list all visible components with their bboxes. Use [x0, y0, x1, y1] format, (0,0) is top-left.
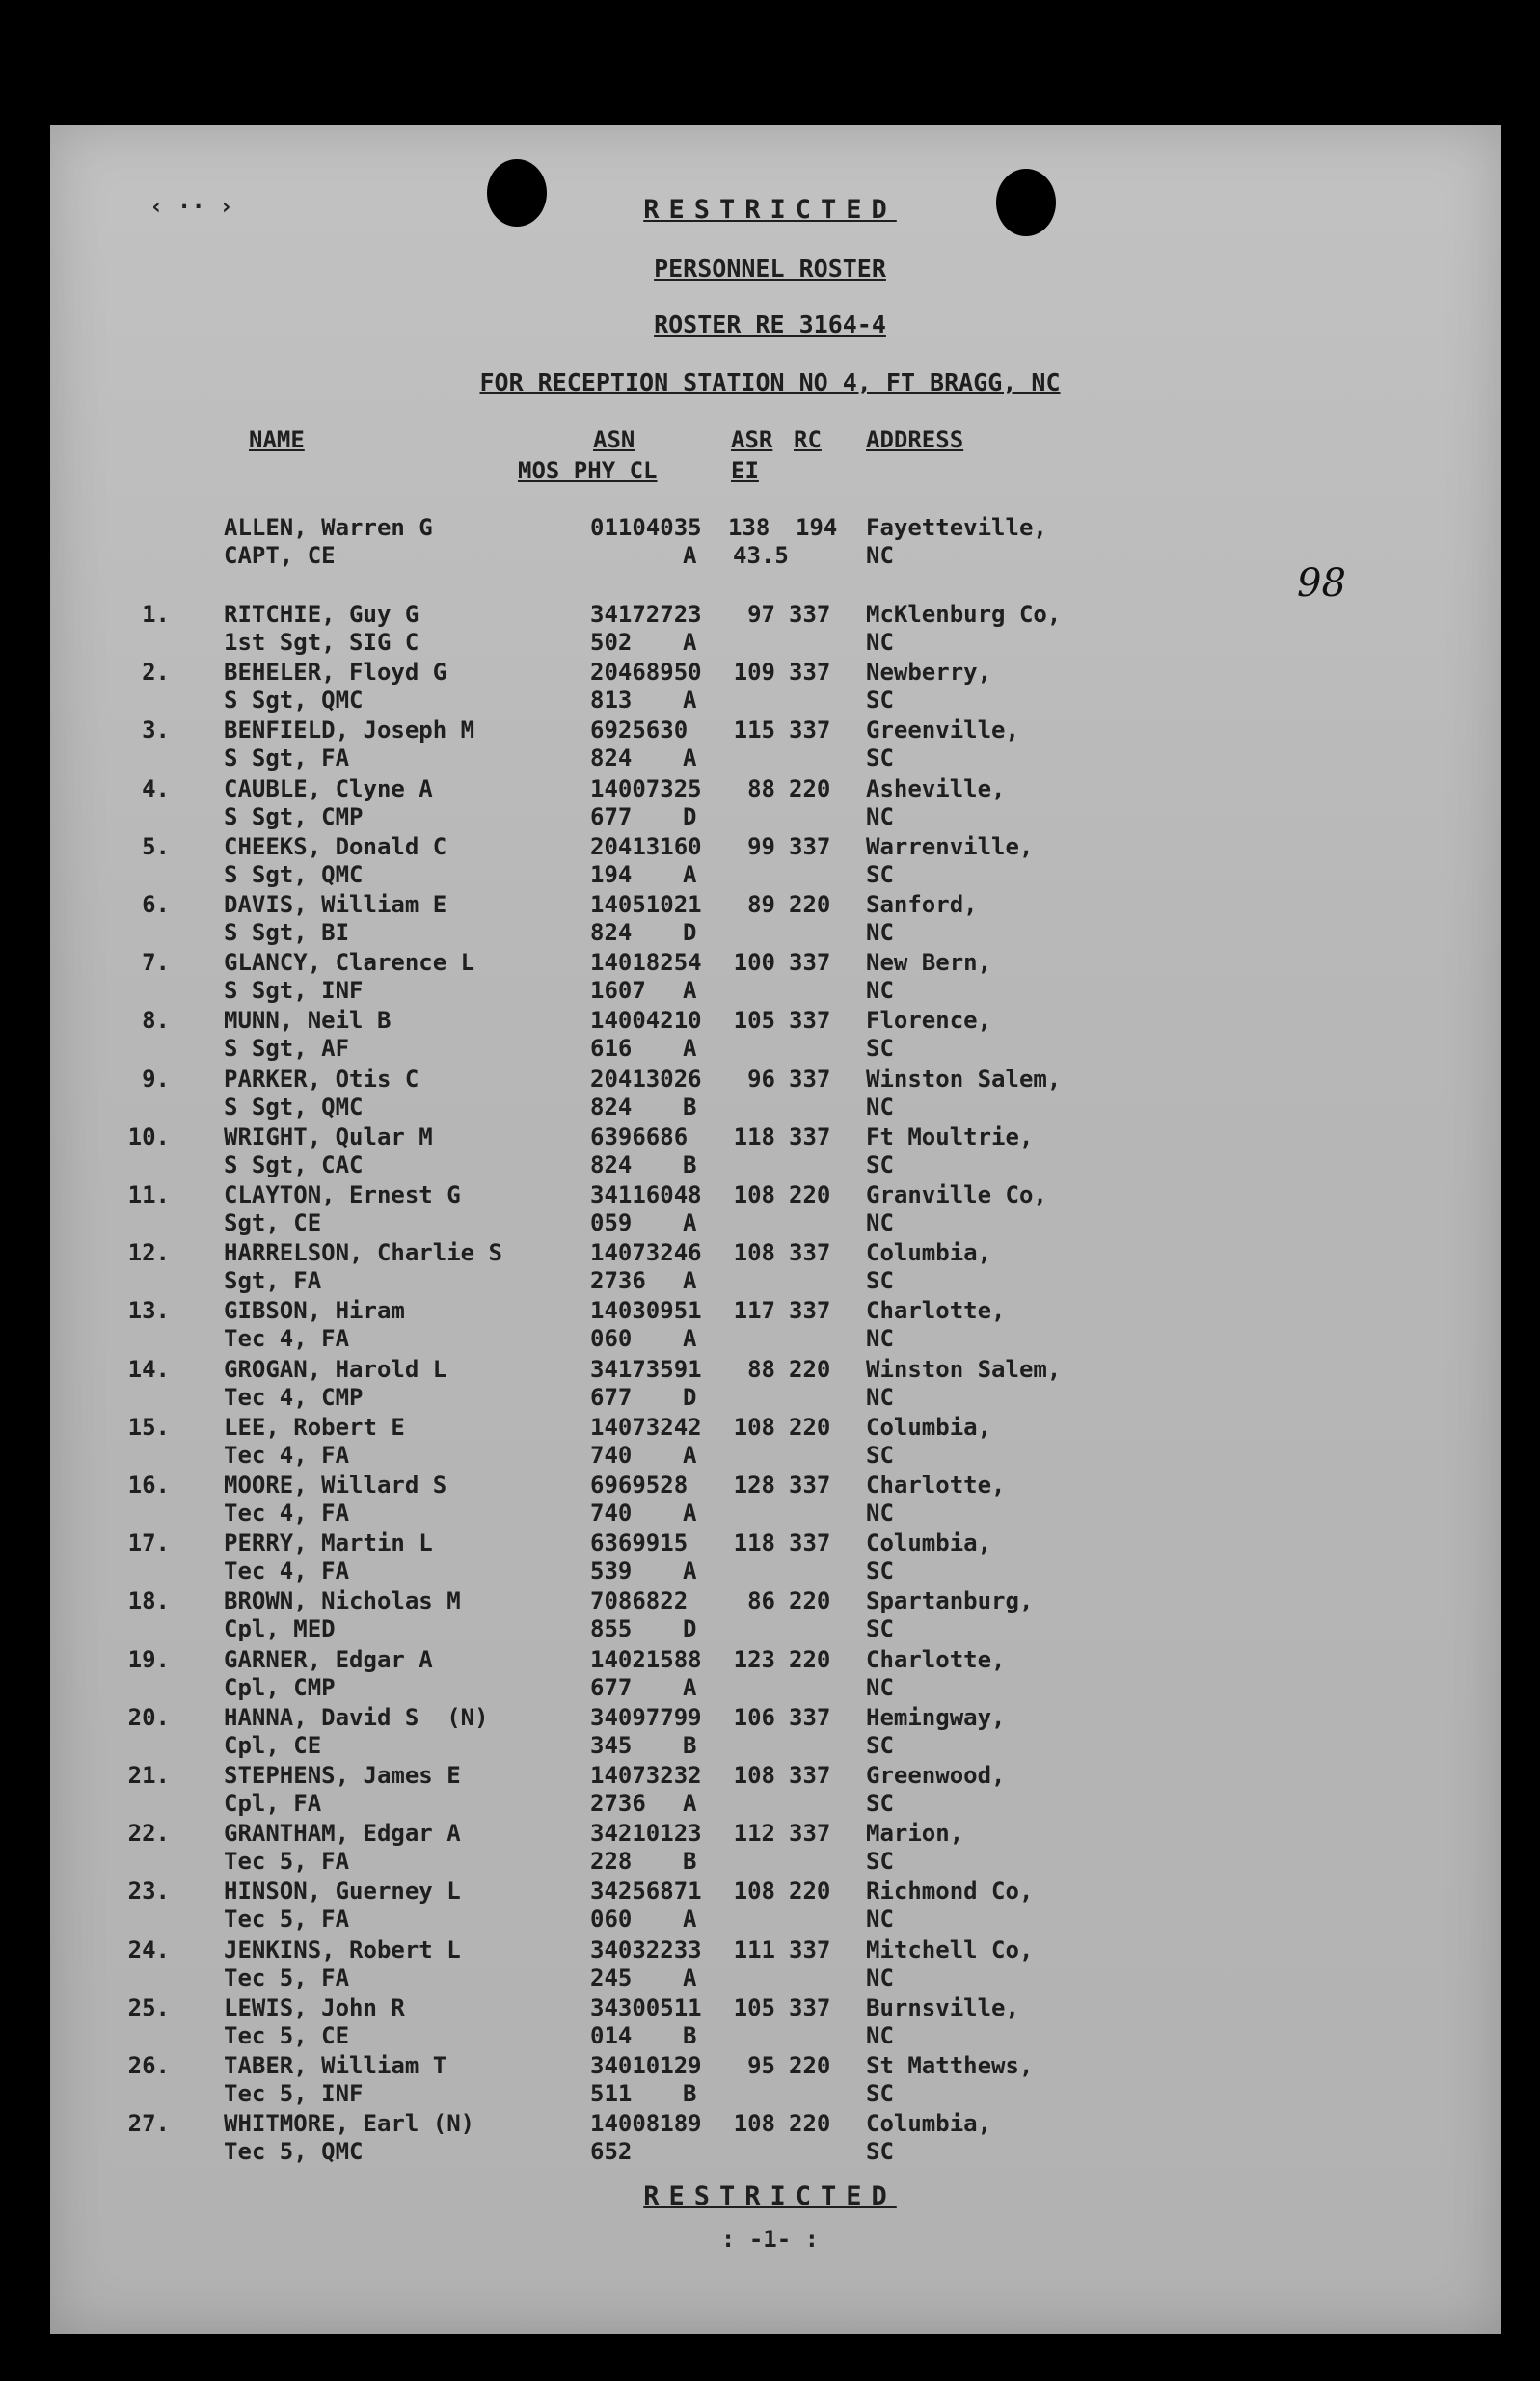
row-asr: 105 [733, 1993, 775, 2021]
row-name: LEWIS, John R [224, 1993, 405, 2021]
row-number: 12. [127, 1239, 170, 1267]
row-address-2: SC [866, 1790, 894, 1817]
row-rank: Tec 5, QMC [224, 2138, 364, 2166]
row-phy: B [683, 2021, 697, 2049]
row-rc: 220 [789, 1878, 831, 1906]
row-name: LEE, Robert E [224, 1413, 405, 1441]
row-number: 24. [127, 1935, 170, 1963]
row-address-1: Winston Salem, [866, 1355, 1062, 1383]
officer-address-1: Fayetteville, [866, 514, 1047, 541]
row-asn: 14008189 [590, 2110, 702, 2138]
row-asr: 118 [733, 1123, 775, 1150]
row-name: HARRELSON, Charlie S [224, 1239, 502, 1267]
row-address-1: Richmond Co, [866, 1878, 1034, 1906]
row-address-2: NC [866, 1209, 894, 1236]
row-mos: 740 [590, 1500, 633, 1527]
row-rank: Tec 5, FA [224, 1906, 350, 1934]
row-mos: 539 [590, 1557, 633, 1585]
row-name: PERRY, Martin L [224, 1529, 433, 1557]
row-asn: 20468950 [590, 659, 702, 687]
row-address-1: Ft Moultrie, [866, 1123, 1034, 1150]
row-asn: 6396686 [590, 1123, 689, 1150]
row-name: BEHELER, Floyd G [224, 659, 447, 687]
row-asn: 6969528 [590, 1472, 689, 1499]
row-name: BENFIELD, Joseph M [224, 717, 475, 744]
row-asr: 108 [733, 1413, 775, 1441]
row-asn: 7086822 [590, 1587, 689, 1615]
row-address-2: NC [866, 802, 894, 830]
row-address-1: Winston Salem, [866, 1065, 1062, 1093]
row-address-2: NC [866, 629, 894, 656]
row-asn: 34172723 [590, 601, 702, 628]
officer-rc: 194 [796, 514, 838, 541]
row-asr: 111 [733, 1935, 775, 1963]
corner-scribble: ‹ ·· › [149, 193, 233, 220]
row-asn: 34256871 [590, 1878, 702, 1906]
row-mos: 1607 [590, 977, 646, 1005]
row-address-1: Columbia, [866, 2110, 992, 2138]
row-rank: Cpl, CMP [224, 1673, 336, 1701]
row-address-2: NC [866, 919, 894, 946]
row-asn: 14018254 [590, 949, 702, 977]
row-rc: 337 [789, 1993, 831, 2021]
row-rc: 337 [789, 1762, 831, 1789]
row-address-1: Sanford, [866, 891, 978, 918]
row-address-2: SC [866, 1035, 894, 1063]
row-rank: Tec 5, INF [224, 2080, 364, 2107]
row-rank: S Sgt, INF [224, 977, 364, 1005]
row-number: 18. [127, 1587, 170, 1615]
row-rank: Sgt, CE [224, 1209, 322, 1236]
row-asn: 34010129 [590, 2052, 702, 2079]
row-rc: 337 [789, 1529, 831, 1557]
row-rc: 220 [789, 891, 831, 918]
row-address-2: SC [866, 1267, 894, 1295]
officer-phy: A [683, 542, 697, 569]
row-name: CAUBLE, Clyne A [224, 774, 433, 802]
row-asn: 14007325 [590, 774, 702, 802]
row-mos: 677 [590, 1383, 633, 1411]
row-phy: D [683, 919, 697, 946]
row-address-1: Marion, [866, 1820, 964, 1848]
row-address-2: SC [866, 1441, 894, 1469]
row-rank: Cpl, CE [224, 1731, 322, 1759]
row-name: PARKER, Otis C [224, 1065, 419, 1093]
row-rank: 1st Sgt, SIG C [224, 629, 419, 656]
margin-page-number: 98 [1297, 561, 1346, 606]
row-asr: 117 [733, 1297, 775, 1325]
row-rc: 337 [789, 1935, 831, 1963]
row-phy: A [683, 1209, 697, 1236]
row-asr: 96 [747, 1065, 775, 1093]
row-name: BROWN, Nicholas M [224, 1587, 461, 1615]
row-rank: S Sgt, QMC [224, 860, 364, 888]
row-address-1: Newberry, [866, 659, 992, 687]
row-rank: S Sgt, FA [224, 744, 350, 772]
row-asr: 108 [733, 2110, 775, 2138]
row-asn: 6925630 [590, 717, 689, 744]
row-name: CLAYTON, Ernest G [224, 1181, 461, 1208]
row-number: 1. [142, 601, 170, 628]
row-rank: Tec 4, FA [224, 1325, 350, 1353]
row-rank: Tec 5, FA [224, 1848, 350, 1876]
row-mos: 855 [590, 1615, 633, 1643]
row-asr: 128 [733, 1472, 775, 1499]
row-address-2: SC [866, 744, 894, 772]
row-number: 23. [127, 1878, 170, 1906]
row-mos: 824 [590, 919, 633, 946]
row-address-1: Florence, [866, 1007, 992, 1035]
row-address-2: SC [866, 860, 894, 888]
row-phy: A [683, 1906, 697, 1934]
officer-rank: CAPT, CE [224, 542, 336, 569]
row-address-1: McKlenburg Co, [866, 601, 1062, 628]
officer-ei: 43.5 [733, 542, 789, 569]
row-rc: 337 [789, 1239, 831, 1267]
row-rank: Tec 4, FA [224, 1441, 350, 1469]
row-asn: 14030951 [590, 1297, 702, 1325]
restricted-bottom: RESTRICTED [643, 2181, 897, 2211]
row-name: HANNA, David S (N) [224, 1703, 489, 1731]
row-rank: Tec 4, CMP [224, 1383, 364, 1411]
row-address-2: SC [866, 2138, 894, 2166]
row-rank: Sgt, FA [224, 1267, 322, 1295]
row-number: 2. [142, 659, 170, 687]
row-asr: 115 [733, 717, 775, 744]
row-asr: 118 [733, 1529, 775, 1557]
roster-number: ROSTER RE 3164-4 [654, 311, 886, 338]
row-number: 25. [127, 1993, 170, 2021]
row-phy: A [683, 1790, 697, 1817]
row-number: 6. [142, 891, 170, 918]
row-rc: 337 [789, 1472, 831, 1499]
row-number: 13. [127, 1297, 170, 1325]
row-address-1: Greenwood, [866, 1762, 1006, 1789]
row-address-1: Charlotte, [866, 1472, 1006, 1499]
row-number: 15. [127, 1413, 170, 1441]
officer-asn: 01104035 [590, 514, 702, 541]
row-name: JENKINS, Robert L [224, 1935, 461, 1963]
row-address-2: SC [866, 1557, 894, 1585]
row-number: 20. [127, 1703, 170, 1731]
row-mos: 345 [590, 1731, 633, 1759]
row-phy: D [683, 802, 697, 830]
row-asr: 97 [747, 601, 775, 628]
row-mos: 2736 [590, 1267, 646, 1295]
row-address-2: NC [866, 1906, 894, 1934]
row-asr: 95 [747, 2052, 775, 2079]
row-mos: 014 [590, 2021, 633, 2049]
row-address-2: SC [866, 687, 894, 715]
row-rc: 220 [789, 1413, 831, 1441]
row-name: GRANTHAM, Edgar A [224, 1820, 461, 1848]
row-asr: 109 [733, 659, 775, 687]
restricted-top: RESTRICTED [643, 195, 897, 225]
row-asn: 14021588 [590, 1645, 702, 1673]
row-number: 14. [127, 1355, 170, 1383]
row-number: 7. [142, 949, 170, 977]
row-rank: Tec 4, FA [224, 1557, 350, 1585]
row-name: STEPHENS, James E [224, 1762, 461, 1789]
row-number: 26. [127, 2052, 170, 2079]
row-mos: 2736 [590, 1790, 646, 1817]
row-name: GROGAN, Harold L [224, 1355, 447, 1383]
page-number: : -1- : [720, 2226, 820, 2253]
row-address-1: St Matthews, [866, 2052, 1034, 2079]
officer-asr: 138 [728, 514, 770, 541]
row-phy: A [683, 1557, 697, 1585]
row-rc: 337 [789, 717, 831, 744]
row-address-1: Columbia, [866, 1239, 992, 1267]
row-number: 10. [127, 1123, 170, 1150]
row-address-1: Hemingway, [866, 1703, 1006, 1731]
row-asn: 14073232 [590, 1762, 702, 1789]
row-name: DAVIS, William E [224, 891, 447, 918]
row-rank: Cpl, MED [224, 1615, 336, 1643]
row-rank: Tec 5, CE [224, 2021, 350, 2049]
row-address-2: SC [866, 1615, 894, 1643]
row-rc: 337 [789, 1820, 831, 1848]
row-phy: A [683, 1963, 697, 1991]
row-rc: 220 [789, 1587, 831, 1615]
row-phy: B [683, 1150, 697, 1178]
row-name: GARNER, Edgar A [224, 1645, 433, 1673]
row-address-1: Charlotte, [866, 1297, 1006, 1325]
row-asr: 88 [747, 774, 775, 802]
row-name: MOORE, Willard S [224, 1472, 447, 1499]
row-asn: 14004210 [590, 1007, 702, 1035]
row-mos: 060 [590, 1906, 633, 1934]
row-mos: 824 [590, 744, 633, 772]
row-asr: 89 [747, 891, 775, 918]
row-address-2: NC [866, 2021, 894, 2049]
row-asn: 34097799 [590, 1703, 702, 1731]
row-phy: B [683, 1093, 697, 1121]
row-phy: A [683, 860, 697, 888]
row-name: MUNN, Neil B [224, 1007, 392, 1035]
row-rank: S Sgt, CAC [224, 1150, 364, 1178]
row-address-1: New Bern, [866, 949, 992, 977]
row-address-2: NC [866, 1093, 894, 1121]
row-rc: 337 [789, 601, 831, 628]
row-rc: 220 [789, 2110, 831, 2138]
row-rank: S Sgt, AF [224, 1035, 350, 1063]
row-rc: 337 [789, 1703, 831, 1731]
row-rank: S Sgt, BI [224, 919, 350, 946]
row-rc: 220 [789, 1355, 831, 1383]
row-asn: 34032233 [590, 1935, 702, 1963]
row-number: 17. [127, 1529, 170, 1557]
row-rank: Tec 5, FA [224, 1963, 350, 1991]
row-rank: S Sgt, QMC [224, 1093, 364, 1121]
row-name: HINSON, Guerney L [224, 1878, 461, 1906]
row-name: WHITMORE, Earl (N) [224, 2110, 475, 2138]
row-asn: 14073246 [590, 1239, 702, 1267]
row-rank: Cpl, FA [224, 1790, 322, 1817]
col-asn: ASN [593, 426, 635, 453]
row-rc: 337 [789, 1007, 831, 1035]
row-number: 16. [127, 1472, 170, 1499]
document-title: PERSONNEL ROSTER [654, 255, 886, 283]
row-phy: A [683, 744, 697, 772]
row-asn: 34210123 [590, 1820, 702, 1848]
row-number: 19. [127, 1645, 170, 1673]
row-rc: 337 [789, 832, 831, 860]
row-mos: 824 [590, 1150, 633, 1178]
row-number: 5. [142, 832, 170, 860]
row-mos: 245 [590, 1963, 633, 1991]
row-number: 22. [127, 1820, 170, 1848]
row-asr: 106 [733, 1703, 775, 1731]
row-phy: B [683, 2080, 697, 2107]
row-number: 21. [127, 1762, 170, 1789]
row-rank: S Sgt, QMC [224, 687, 364, 715]
row-asr: 108 [733, 1762, 775, 1789]
row-rc: 337 [789, 1065, 831, 1093]
row-phy: A [683, 1035, 697, 1063]
row-phy: A [683, 687, 697, 715]
row-asr: 100 [733, 949, 775, 977]
row-address-2: NC [866, 1963, 894, 1991]
col-ei: EI [731, 457, 759, 484]
row-address-1: Columbia, [866, 1413, 992, 1441]
row-address-2: NC [866, 1500, 894, 1527]
row-mos: 824 [590, 1093, 633, 1121]
row-mos: 502 [590, 629, 633, 656]
row-phy: A [683, 629, 697, 656]
row-rank: S Sgt, CMP [224, 802, 364, 830]
row-phy: A [683, 1673, 697, 1701]
row-address-1: Burnsville, [866, 1993, 1019, 2021]
row-address-2: NC [866, 1673, 894, 1701]
row-asr: 99 [747, 832, 775, 860]
row-address-1: Granville Co, [866, 1181, 1047, 1208]
row-address-2: NC [866, 977, 894, 1005]
officer-name: ALLEN, Warren G [224, 514, 433, 541]
row-mos: 740 [590, 1441, 633, 1469]
row-asn: 14073242 [590, 1413, 702, 1441]
row-asn: 6369915 [590, 1529, 689, 1557]
row-asn: 34116048 [590, 1181, 702, 1208]
row-rc: 220 [789, 774, 831, 802]
row-rc: 337 [789, 1123, 831, 1150]
row-name: GLANCY, Clarence L [224, 949, 475, 977]
row-address-1: Spartanburg, [866, 1587, 1034, 1615]
row-mos: 652 [590, 2138, 633, 2166]
row-asr: 112 [733, 1820, 775, 1848]
row-phy: A [683, 1267, 697, 1295]
row-mos: 059 [590, 1209, 633, 1236]
row-name: CHEEKS, Donald C [224, 832, 447, 860]
row-asr: 123 [733, 1645, 775, 1673]
row-asn: 20413026 [590, 1065, 702, 1093]
row-asn: 34173591 [590, 1355, 702, 1383]
row-rc: 220 [789, 2052, 831, 2079]
row-mos: 677 [590, 802, 633, 830]
row-address-2: SC [866, 2080, 894, 2107]
row-number: 3. [142, 717, 170, 744]
row-mos: 060 [590, 1325, 633, 1353]
row-asr: 108 [733, 1239, 775, 1267]
row-rc: 337 [789, 659, 831, 687]
row-rc: 220 [789, 1181, 831, 1208]
row-phy: A [683, 1500, 697, 1527]
col-mos-phy-cl: MOS PHY CL [518, 457, 658, 484]
row-asr: 105 [733, 1007, 775, 1035]
row-name: GIBSON, Hiram [224, 1297, 405, 1325]
row-address-1: Warrenville, [866, 832, 1034, 860]
row-phy: B [683, 1731, 697, 1759]
row-name: WRIGHT, Qular M [224, 1123, 433, 1150]
row-number: 4. [142, 774, 170, 802]
col-asr: ASR [731, 426, 773, 453]
row-address-1: Charlotte, [866, 1645, 1006, 1673]
row-asn: 14051021 [590, 891, 702, 918]
row-rc: 337 [789, 949, 831, 977]
row-address-2: SC [866, 1848, 894, 1876]
row-mos: 616 [590, 1035, 633, 1063]
row-name: RITCHIE, Guy G [224, 601, 419, 628]
row-rank: Tec 4, FA [224, 1500, 350, 1527]
row-address-2: SC [866, 1731, 894, 1759]
row-number: 11. [127, 1181, 170, 1208]
row-name: TABER, William T [224, 2052, 447, 2079]
row-phy: D [683, 1615, 697, 1643]
col-name: NAME [249, 426, 305, 453]
row-address-2: SC [866, 1150, 894, 1178]
row-rc: 337 [789, 1297, 831, 1325]
row-asr: 86 [747, 1587, 775, 1615]
row-asn: 20413160 [590, 832, 702, 860]
row-number: 27. [127, 2110, 170, 2138]
row-phy: A [683, 1325, 697, 1353]
row-asr: 108 [733, 1181, 775, 1208]
row-address-1: Mitchell Co, [866, 1935, 1034, 1963]
row-address-1: Columbia, [866, 1529, 992, 1557]
station-line: FOR RECEPTION STATION NO 4, FT BRAGG, NC [479, 368, 1061, 396]
officer-address-2: NC [866, 542, 894, 569]
col-rc: RC [794, 426, 822, 453]
row-asr: 88 [747, 1355, 775, 1383]
row-rc: 220 [789, 1645, 831, 1673]
row-phy: A [683, 977, 697, 1005]
row-mos: 194 [590, 860, 633, 888]
row-asn: 34300511 [590, 1993, 702, 2021]
row-address-2: NC [866, 1383, 894, 1411]
row-mos: 511 [590, 2080, 633, 2107]
col-address: ADDRESS [866, 426, 964, 453]
row-mos: 813 [590, 687, 633, 715]
row-number: 9. [142, 1065, 170, 1093]
row-number: 8. [142, 1007, 170, 1035]
row-mos: 228 [590, 1848, 633, 1876]
row-address-1: Asheville, [866, 774, 1006, 802]
row-phy: A [683, 1441, 697, 1469]
row-asr: 108 [733, 1878, 775, 1906]
row-address-1: Greenville, [866, 717, 1019, 744]
row-address-2: NC [866, 1325, 894, 1353]
row-phy: D [683, 1383, 697, 1411]
row-phy: B [683, 1848, 697, 1876]
row-mos: 677 [590, 1673, 633, 1701]
